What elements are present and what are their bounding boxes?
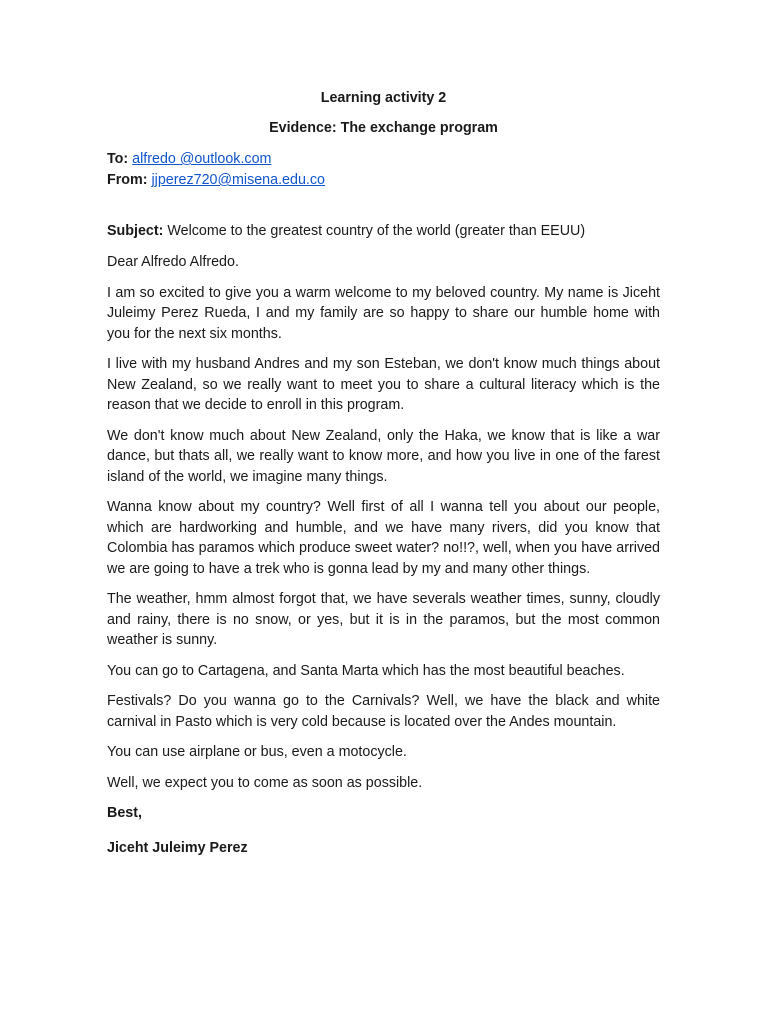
paragraph: The weather, hmm almost forgot that, we have severals weather times, sunny, cloudly and rainy, there is no snow, or yes, but it is in the paramos, but the most common weather is sunny.	[107, 591, 660, 648]
paragraph: Festivals? Do you wanna go to the Carnivals? Well, we have the black and white carnival in Pasto which is very cold because is located over the Andes mountain.	[107, 693, 660, 730]
document-title: Learning activity 2	[320, 90, 447, 106]
to-email-link[interactable]: alfredo @outlook.com	[132, 151, 272, 167]
from-email-link[interactable]: jjperez720@misena.edu.co	[151, 172, 325, 188]
paragraph: Well, we expect you to come as soon as possible.	[107, 774, 423, 791]
subject-line	[107, 221, 660, 242]
document-page	[107, 88, 660, 873]
subject-text: Welcome to the greatest country of the world (greater than EEUU)	[167, 223, 586, 239]
paragraph: I am so excited to give you a warm welcome to my beloved country. My name is Jiceht Juleimy Perez Rueda, I and my family are so happy to share our humble home with you for the next six months.	[107, 284, 660, 342]
paragraph: You can use airplane or bus, even a motocycle.	[107, 744, 407, 760]
from-line	[107, 170, 660, 191]
closing: Best,	[107, 805, 142, 821]
signature: Jiceht Juleimy Perez	[107, 839, 248, 856]
subject-label: Subject:	[107, 223, 164, 239]
paragraph: We don't know much about New Zealand, only the Haka, we know that is like a war dance, but thats all, we really want to know more, and how you live in one of the farest island of the world, we imagine many things.	[107, 427, 660, 485]
paragraph: Wanna know about my country? Well first of all I wanna tell you about our people, which are hardworking and humble, and we have many rivers, did you know that Colombia has paramos which produce sweet water? no!!?, well, when you have arrived we are going to have a trek who is gonna lead by my and many other things.	[107, 499, 660, 577]
to-label: To:	[107, 151, 129, 167]
paragraph: I live with my husband Andres and my son Esteban, we don't know much things about New Zealand, so we really want to meet you to share a cultural literacy which is the reason that we decide to enroll in this program.	[107, 356, 660, 413]
paragraph: You can go to Cartagena, and Santa Marta which has the most beautiful beaches.	[107, 662, 625, 679]
greeting: Dear Alfredo Alfredo.	[107, 254, 239, 270]
document-subtitle: Evidence: The exchange program	[269, 120, 498, 136]
to-line	[107, 149, 660, 170]
from-label: From:	[107, 172, 148, 188]
